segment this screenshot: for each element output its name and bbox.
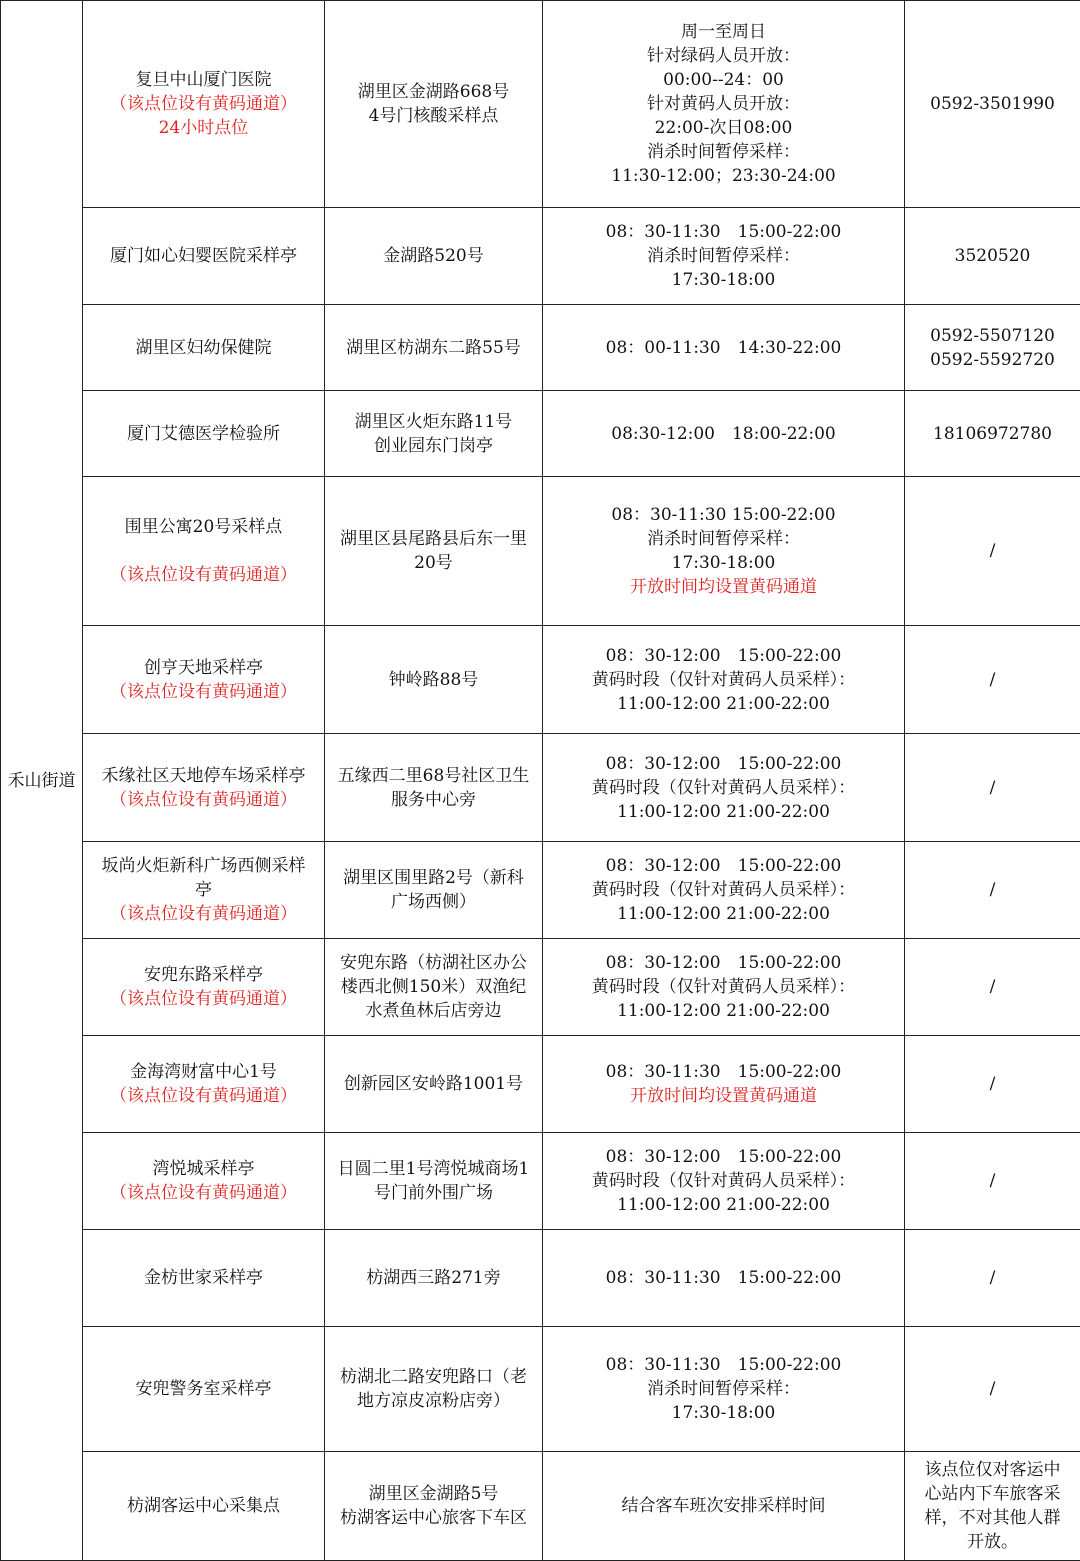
cell-text-line: （该点位设有黄码通道） <box>87 92 320 116</box>
site-name-cell <box>83 1 325 208</box>
contact-cell <box>905 939 1080 1036</box>
address-cell <box>325 1036 543 1133</box>
contact-cell <box>905 391 1080 477</box>
site-name-cell <box>83 1452 325 1561</box>
table-row <box>1 1133 1080 1230</box>
table-row <box>1 626 1080 734</box>
cell-text-line: 黄码时段（仅针对黄码人员采样）： <box>547 975 900 999</box>
cell-text-line: 11:00-12:00 21:00-22:00 <box>547 692 900 716</box>
site-name-cell <box>83 305 325 391</box>
cell-text-line: 枋湖北二路安兜路口（老 <box>329 1365 538 1389</box>
hours-cell <box>543 734 905 842</box>
hours-cell <box>543 477 905 626</box>
contact-cell <box>905 305 1080 391</box>
cell-text-line: 黄码时段（仅针对黄码人员采样）： <box>547 668 900 692</box>
site-name-cell <box>83 734 325 842</box>
cell-text-line: （该点位设有黄码通道） <box>87 902 320 926</box>
table-row <box>1 1 1080 208</box>
cell-text-line: 安兜警务室采样亭 <box>87 1377 320 1401</box>
site-name-cell <box>83 477 325 626</box>
cell-text-line: （该点位设有黄码通道） <box>87 788 320 812</box>
table-row <box>1 842 1080 939</box>
site-name-cell <box>83 208 325 305</box>
cell-text-line: 黄码时段（仅针对黄码人员采样）： <box>547 776 900 800</box>
cell-text-line: 厦门艾德医学检验所 <box>87 422 320 446</box>
contact-cell <box>905 477 1080 626</box>
cell-text-line: 禾缘社区天地停车场采样亭 <box>87 764 320 788</box>
cell-text-line: 枋湖客运中心采集点 <box>87 1494 320 1518</box>
cell-text-line: 08：30-11:30 15:00-22:00 <box>547 1060 900 1084</box>
cell-text-line: 11:30-12:00；23:30-24:00 <box>547 164 900 188</box>
cell-text-line: 08：30-12:00 15:00-22:00 <box>547 644 900 668</box>
table-row <box>1 1452 1080 1561</box>
street-cell <box>1 1 83 1561</box>
cell-text-line: 枋湖客运中心旅客下车区 <box>329 1506 538 1530</box>
address-cell <box>325 626 543 734</box>
cell-text-line: 4号门核酸采样点 <box>329 104 538 128</box>
contact-cell <box>905 1133 1080 1230</box>
contact-cell <box>905 1327 1080 1452</box>
contact-cell <box>905 1452 1080 1561</box>
cell-text-line: 号门前外围广场 <box>329 1181 538 1205</box>
address-cell <box>325 1327 543 1452</box>
cell-text-line: 坂尚火炬新科广场西侧采样 <box>87 854 320 878</box>
table-row <box>1 391 1080 477</box>
cell-text-line: 湖里区金湖路668号 <box>329 80 538 104</box>
cell-text-line: 08：30-12:00 15:00-22:00 <box>547 752 900 776</box>
hours-cell <box>543 208 905 305</box>
cell-text-line: 广场西侧） <box>329 890 538 914</box>
cell-text-line: 08：30-11:30 15:00-22:00 <box>547 1266 900 1290</box>
address-cell <box>325 734 543 842</box>
contact-cell <box>905 208 1080 305</box>
site-name-cell <box>83 391 325 477</box>
cell-text-line: 金湖路520号 <box>329 244 538 268</box>
cell-text-line: 湖里区金湖路5号 <box>329 1482 538 1506</box>
cell-text-line: 08：30-12:00 15:00-22:00 <box>547 951 900 975</box>
cell-text-line: 00:00--24：00 <box>547 68 900 92</box>
cell-text-line: 钟岭路88号 <box>329 668 538 692</box>
cell-text-line: 安兜东路采样亭 <box>87 963 320 987</box>
cell-text-line: 08：30-12:00 15:00-22:00 <box>547 1145 900 1169</box>
cell-text-line: 消杀时间暂停采样： <box>547 1377 900 1401</box>
cell-text-line: 创业园东门岗亭 <box>329 434 538 458</box>
cell-text-line: 亭 <box>87 878 320 902</box>
cell-text-line: （该点位设有黄码通道） <box>87 680 320 704</box>
cell-text-line: 湖里区枋湖东二路55号 <box>329 336 538 360</box>
cell-text-line: 开放。 <box>909 1530 1076 1554</box>
cell-text-line: 08：30-11:30 15:00-22:00 <box>547 1353 900 1377</box>
cell-text-line: （该点位设有黄码通道） <box>87 1181 320 1205</box>
cell-text-line: 0592-5592720 <box>909 348 1076 372</box>
cell-text-line: 17:30-18:00 <box>547 268 900 292</box>
cell-text-line: （该点位设有黄码通道） <box>87 563 320 587</box>
address-cell <box>325 1 543 208</box>
cell-text-line: 0592-3501990 <box>909 92 1076 116</box>
cell-text-line: 复旦中山厦门医院 <box>87 68 320 92</box>
hours-cell <box>543 1133 905 1230</box>
contact-cell <box>905 842 1080 939</box>
cell-text-line: 消杀时间暂停采样： <box>547 140 900 164</box>
cell-text-line: 楼西北侧150米）双渔纪 <box>329 975 538 999</box>
cell-text-line: 金海湾财富中心1号 <box>87 1060 320 1084</box>
cell-text-line: 24小时点位 <box>87 116 320 140</box>
hours-cell <box>543 1 905 208</box>
cell-text-line: 湖里区围里路2号（新科 <box>329 866 538 890</box>
cell-text-line: 该点位仅对客运中 <box>909 1458 1076 1482</box>
address-cell <box>325 305 543 391</box>
cell-text-line: 黄码时段（仅针对黄码人员采样）： <box>547 878 900 902</box>
hours-cell <box>543 305 905 391</box>
cell-text-line: 结合客车班次安排采样时间 <box>547 1494 900 1518</box>
site-name-cell <box>83 939 325 1036</box>
cell-text-line: 枋湖西三路271旁 <box>329 1266 538 1290</box>
cell-text-line: 18106972780 <box>909 422 1076 446</box>
table-row <box>1 939 1080 1036</box>
cell-text-line: 服务中心旁 <box>329 788 538 812</box>
hours-cell <box>543 1327 905 1452</box>
cell-text-line: 08：00-11:30 14:30-22:00 <box>547 336 900 360</box>
hours-cell <box>543 1230 905 1327</box>
cell-text-line: 湖里区县尾路县后东一里 <box>329 527 538 551</box>
cell-text-line: 日圆二里1号湾悦城商场1 <box>329 1157 538 1181</box>
contact-cell <box>905 1 1080 208</box>
site-name-cell <box>83 626 325 734</box>
hours-cell <box>543 1036 905 1133</box>
cell-text-line: 消杀时间暂停采样： <box>547 527 900 551</box>
cell-text-line: 水煮鱼林后店旁边 <box>329 999 538 1023</box>
hours-cell <box>543 842 905 939</box>
cell-text-line: 消杀时间暂停采样： <box>547 244 900 268</box>
cell-text-line: 针对黄码人员开放： <box>547 92 900 116</box>
cell-text-line: / <box>909 668 1076 692</box>
address-cell <box>325 939 543 1036</box>
contact-cell <box>905 1036 1080 1133</box>
street-name: 禾山街道 <box>8 771 76 791</box>
table-row <box>1 477 1080 626</box>
table-row <box>1 305 1080 391</box>
site-name-cell <box>83 1327 325 1452</box>
cell-text-line: 11:00-12:00 21:00-22:00 <box>547 800 900 824</box>
address-cell <box>325 1452 543 1561</box>
cell-text-line: 08：30-11:30 15:00-22:00 <box>547 220 900 244</box>
address-cell <box>325 1133 543 1230</box>
cell-text-line: / <box>909 539 1076 563</box>
address-cell <box>325 208 543 305</box>
cell-text-line: / <box>909 1377 1076 1401</box>
table-row <box>1 1036 1080 1133</box>
contact-cell <box>905 1230 1080 1327</box>
cell-text-line: 金枋世家采样亭 <box>87 1266 320 1290</box>
address-cell <box>325 391 543 477</box>
cell-text-line: 11:00-12:00 21:00-22:00 <box>547 902 900 926</box>
cell-text-line: 17:30-18:00 <box>547 551 900 575</box>
contact-cell <box>905 734 1080 842</box>
cell-text-line: / <box>909 1169 1076 1193</box>
cell-text-line: 湖里区火炬东路11号 <box>329 410 538 434</box>
cell-text-line: 20号 <box>329 551 538 575</box>
cell-text-line: 开放时间均设置黄码通道 <box>547 575 900 599</box>
cell-text-line: 黄码时段（仅针对黄码人员采样）： <box>547 1169 900 1193</box>
address-cell <box>325 1230 543 1327</box>
cell-text-line: 周一至周日 <box>547 20 900 44</box>
cell-text-line: 08：30-11:30 15:00-22:00 <box>547 503 900 527</box>
cell-text-line: 针对绿码人员开放： <box>547 44 900 68</box>
table-row <box>1 208 1080 305</box>
cell-text-line: 08:30-12:00 18:00-22:00 <box>547 422 900 446</box>
site-name-cell <box>83 1133 325 1230</box>
hours-cell <box>543 626 905 734</box>
cell-text-line: 五缘西二里68号社区卫生 <box>329 764 538 788</box>
cell-text-line: 08：30-12:00 15:00-22:00 <box>547 854 900 878</box>
hours-cell <box>543 939 905 1036</box>
cell-text-line: 11:00-12:00 21:00-22:00 <box>547 999 900 1023</box>
table-body <box>1 1 1080 1561</box>
cell-text-line: （该点位设有黄码通道） <box>87 987 320 1011</box>
hours-cell <box>543 391 905 477</box>
cell-text-line: / <box>909 1266 1076 1290</box>
table-row <box>1 1327 1080 1452</box>
cell-text-line: 心站内下车旅客采 <box>909 1482 1076 1506</box>
cell-text-line: 0592-5507120 <box>909 324 1076 348</box>
table-row <box>1 734 1080 842</box>
cell-text-line: / <box>909 975 1076 999</box>
cell-text-line: 样，不对其他人群 <box>909 1506 1076 1530</box>
site-name-cell <box>83 842 325 939</box>
cell-text-line: / <box>909 878 1076 902</box>
site-name-cell <box>83 1230 325 1327</box>
cell-text-line: 湾悦城采样亭 <box>87 1157 320 1181</box>
cell-text-line: 22:00-次日08:00 <box>547 116 900 140</box>
address-cell <box>325 842 543 939</box>
spacer <box>87 539 320 563</box>
site-name-cell <box>83 1036 325 1133</box>
cell-text-line: 围里公寓20号采样点 <box>87 515 320 539</box>
cell-text-line: 3520520 <box>909 244 1076 268</box>
cell-text-line: 创亨天地采样亭 <box>87 656 320 680</box>
address-cell <box>325 477 543 626</box>
cell-text-line: 地方凉皮凉粉店旁） <box>329 1389 538 1413</box>
cell-text-line: / <box>909 776 1076 800</box>
cell-text-line: 厦门如心妇婴医院采样亭 <box>87 244 320 268</box>
cell-text-line: 安兜东路（枋湖社区办公 <box>329 951 538 975</box>
table-row <box>1 1230 1080 1327</box>
cell-text-line: / <box>909 1072 1076 1096</box>
cell-text-line: （该点位设有黄码通道） <box>87 1084 320 1108</box>
cell-text-line: 开放时间均设置黄码通道 <box>547 1084 900 1108</box>
cell-text-line: 湖里区妇幼保健院 <box>87 336 320 360</box>
cell-text-line: 11:00-12:00 21:00-22:00 <box>547 1193 900 1217</box>
contact-cell <box>905 626 1080 734</box>
cell-text-line: 17:30-18:00 <box>547 1401 900 1425</box>
hours-cell <box>543 1452 905 1561</box>
cell-text-line: 创新园区安岭路1001号 <box>329 1072 538 1096</box>
